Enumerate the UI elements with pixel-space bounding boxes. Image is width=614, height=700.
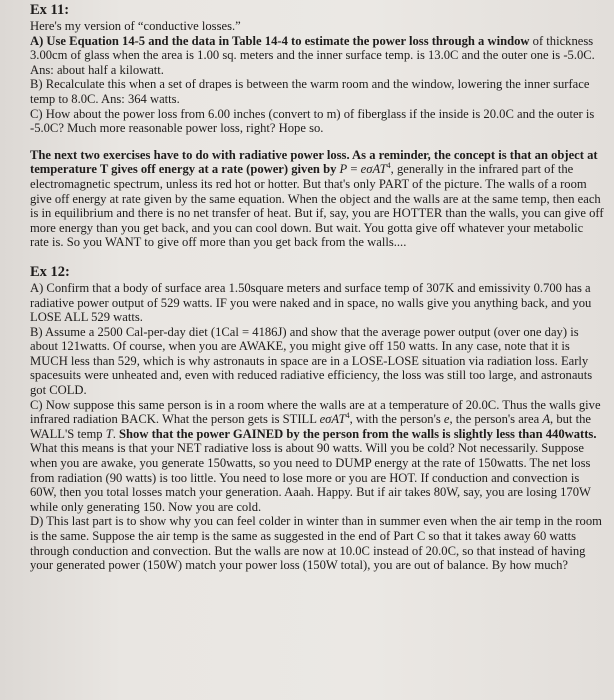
ex12-c-mid1: , with the person's: [349, 412, 444, 427]
ex12-c-exponent: 4: [345, 411, 350, 421]
radiative-bold: The next two exercises have to do with radiative power loss. As a reminder, the concept is that an object at temperature T gives off energy at a rate (power) given by: [30, 147, 598, 177]
ex11-part-a-bold: A) Use Equation 14-5 and the data in Table 14-4 to estimate the power loss through a window: [30, 33, 530, 48]
ex12-c-pre: C) Now suppose this same person is in a room where the walls are at a temperature of 20.0C. Thus the walls give infrared radiation BACK. What the person gets is STILL: [30, 397, 601, 427]
spacer: [30, 250, 604, 264]
formula-eq: =: [347, 162, 361, 177]
formula-lhs: P: [339, 162, 348, 177]
ex11-part-b: B) Recalculate this when a set of drapes is between the warm room and the window, lowering the inner surface temp to 8.0C. Ans: 364 watts.: [30, 77, 590, 106]
ex12-c-mid2: , the person's area: [449, 412, 543, 427]
ex12-part-b: B) Assume a 2500 Cal-per-day diet (1Cal = 4186J) and show that the average power output (over one day) is about 121watts. Of course, when you are AWAKE, you might give off 150 watts. In any case, note that it is MUCH less than 529, which is why astronauts in space are in a LOSE-LOSE situation via radiation loss. Early spacesuits were unheated and, even with reduced radiative efficiency, the loss was still too large, and astronauts got COLD.: [30, 324, 593, 398]
ex12-c-mid4: .: [112, 426, 120, 441]
radiative-intro: [30, 148, 604, 250]
ex11-intro: Here's my version of “conductive losses.”: [30, 19, 241, 33]
ex11-part-a: [30, 34, 604, 78]
formula-rhs: eσAT: [360, 162, 387, 177]
ex12-c-mid3: , but the WALL'S temp: [30, 412, 591, 441]
ex12-c-temp: T: [105, 426, 113, 441]
radiative-text: , generally in the infrared part of the electromagnetic spectrum, unless its red hot or hotter. But that's only PART of the picture. The walls of a room give off energy at rate given by the same equation. When the object and the walls are at the same temp, then each is in equilibrium and there is no net transfer of heat. But if, say, you are HOTTER than the walls, you can give off more energy than you get back, and you can cool down. But wait. You gotta give off whatever your metabolic rate is. So you WANT to give off more than you get back from the walls....: [30, 162, 604, 250]
ex12-c-area: A: [542, 412, 551, 427]
ex12-part-c: [30, 398, 604, 515]
ex12-part-d: D) This last part is to show why you can feel colder in winter than in summer even when the air temp in the room is the same. Suppose the air temp is the same as suggested in the end of Part C so that it takes away 60 watts through conduction and convection. But the walls are now at 10.0C instead of 20.0C, so that instead of having your generated power (150W) match your power loss (150W total), you are out of balance. By how much?: [30, 514, 602, 573]
ex11-part-a-text: of thickness 3.00cm of glass when the area is 1.00 sq. meters and the inner surface temp. is 13.0C and the outer one is -5.0C. Ans: about half a kilowatt.: [30, 33, 595, 77]
ex11-part-c: C) How about the power loss from 6.00 inches (convert to m) of fiberglass if the inside is 20.0C and the outer is -5.0C? Much more reasonable power loss, right? Hope so.: [30, 106, 595, 136]
ex12-part-a: A) Confirm that a body of surface area 1.50square meters and surface temp of 307K and emissivity 0.700 has a radiative power output of 529 watts. IF you were naked and in space, no walls give you anything back, and you LOSE ALL 529 watts.: [30, 280, 592, 325]
ex11-heading: Ex 11:: [30, 2, 70, 18]
ex12-c-bold: Show that the power GAINED by the person from the walls is slightly less than 440watts.: [119, 426, 597, 441]
ex12-c-e: e: [443, 412, 450, 427]
ex12-c-formula: eσAT: [319, 412, 346, 427]
ex12-heading: Ex 12:: [30, 263, 70, 280]
formula-exponent: 4: [386, 161, 391, 171]
spacer: [30, 136, 604, 148]
ex12-c-rest: What this means is that your NET radiative loss is about 90 watts. Will you be cold? Not necessarily. Suppose when you are awake, you generate 150watts, so you need to DUMP energy at the rate of 150watts. The net loss from radiation (90 watts) is too little. You need to lose more or you are HOT. If conduction and convection is 60W, then you total losses match your generation. Aaah. Happy. But if air takes 80W, say, you are losing 170W while only generating 150. Now you are cold.: [30, 441, 591, 514]
